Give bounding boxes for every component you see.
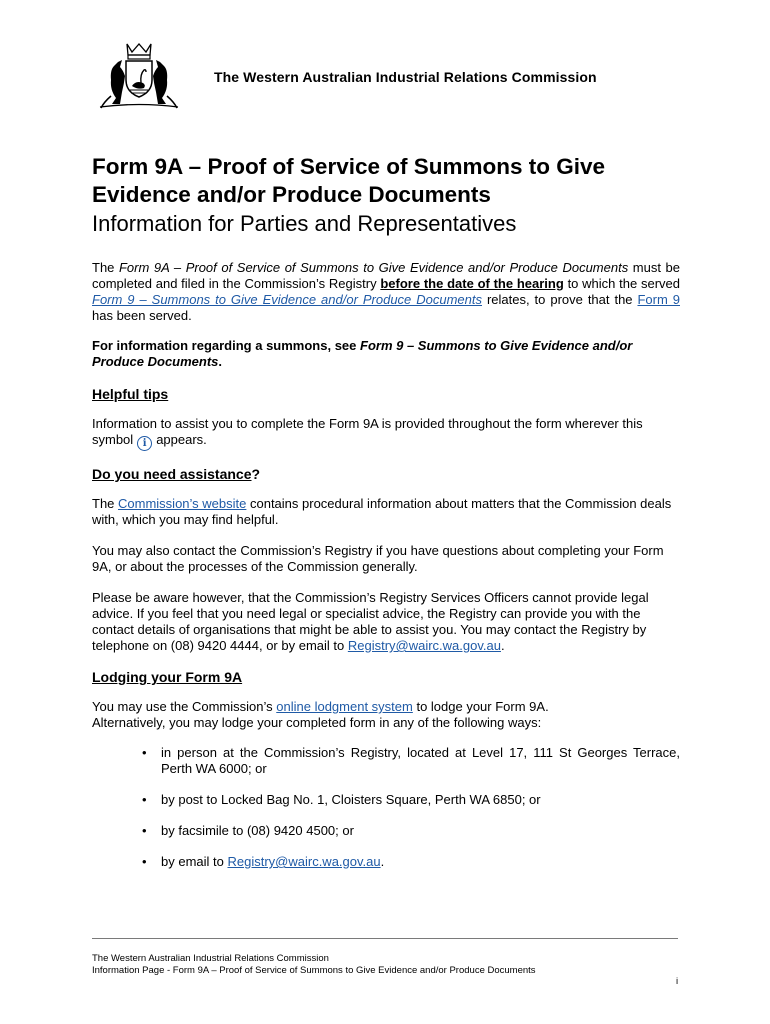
- assistance-paragraph-2: You may also contact the Commission’s Registry if you have questions about completing your Form 9A, or about the processes of the Commission generally.: [92, 543, 664, 574]
- list-item: [92, 823, 680, 839]
- registry-email-link[interactable]: Registry@wairc.wa.gov.au: [227, 854, 381, 869]
- lodging-paragraph: [92, 699, 680, 731]
- bullet: •: [142, 823, 147, 838]
- summons-note-form-reference: Form 9 – Summons to Give Evidence and/or Produce Documents: [92, 338, 633, 369]
- lodgment-methods-list: [92, 745, 680, 870]
- lodging-text: You may use the Commission’s: [92, 699, 277, 714]
- list-item-text: .: [380, 854, 385, 869]
- list-item-text: by email to: [161, 854, 228, 869]
- main-content: [92, 260, 680, 870]
- summons-note-text: .: [218, 354, 223, 369]
- info-icon: i: [137, 436, 152, 451]
- list-item-text: in person at the Commission’s Registry, located at Level 17, 111 St Georges Terrace, Perth WA 6000; or: [161, 745, 680, 776]
- bullet: •: [142, 745, 147, 760]
- list-item: [92, 792, 680, 808]
- organisation-header: The Western Australian Industrial Relations Commission: [214, 69, 597, 85]
- assistance-text: contains procedural information about matters that the Commission deals with, which you may find helpful.: [92, 496, 672, 527]
- lodging-heading: [92, 668, 680, 686]
- lodging-text: to lodge your Form 9A.: [412, 699, 549, 714]
- assistance-heading: [92, 465, 680, 483]
- page-title: Form 9A – Proof of Service of Summons to Give Evidence and/or Produce Documents: [92, 154, 606, 207]
- registry-email-link[interactable]: Registry@wairc.wa.gov.au: [347, 638, 501, 653]
- summons-note: [92, 338, 680, 370]
- assistance-text: The: [92, 496, 119, 511]
- helpful-tips-paragraph: [92, 416, 680, 451]
- intro-text: relates, to prove that the: [482, 292, 638, 307]
- footer-divider: [92, 938, 678, 939]
- footer-organisation: The Western Australian Industrial Relations Commission: [92, 953, 329, 964]
- page-subtitle: Information for Parties and Representatives: [92, 211, 517, 236]
- assistance-text: Please be aware however, that the Commission’s Registry Services Officers cannot provide legal advice. If you feel that you need legal or specialist advice, the Registry can provide you with the contact details of organisations that might be able to assist you. You may contact the Registry by telephone on (08) 9420 4444, or by email to: [92, 590, 649, 653]
- helpful-tips-text: Information to assist you to complete the Form 9A is provided throughout the form wherever this symbol: [92, 416, 643, 447]
- form-9a-reference: Form 9A – Proof of Service of Summons to Give Evidence and/or Produce Documents: [118, 260, 629, 275]
- assistance-paragraph-3: [92, 590, 680, 654]
- intro-text: must be completed and filed in the Commission’s Registry: [92, 260, 680, 291]
- bullet: •: [142, 854, 147, 869]
- bullet: •: [142, 792, 147, 807]
- intro-text: has been served.: [92, 308, 192, 323]
- list-item-text: by post to Locked Bag No. 1, Cloisters Square, Perth WA 6850; or: [161, 792, 541, 807]
- assistance-heading-suffix: ?: [251, 466, 261, 482]
- assistance-heading-text: Do you need assistance: [92, 466, 252, 482]
- assistance-text: .: [500, 638, 505, 653]
- form-9-link[interactable]: Form 9: [637, 292, 680, 307]
- intro-paragraph: [92, 260, 680, 324]
- helpful-tips-text: appears.: [156, 432, 207, 447]
- footer-document-title: Information Page - Form 9A – Proof of Service of Summons to Give Evidence and/or Produce Documents: [92, 965, 536, 976]
- helpful-tips-heading-text: Helpful tips: [92, 386, 169, 402]
- coat-of-arms-icon: [96, 40, 182, 112]
- intro-text: to which the served: [563, 276, 680, 291]
- page-number: i: [676, 976, 679, 987]
- summons-note-text: For information regarding a summons, see: [92, 338, 360, 353]
- intro-text: The: [92, 260, 119, 275]
- deadline-emphasis: before the date of the hearing: [380, 276, 564, 291]
- page-footer: [92, 953, 536, 977]
- list-item-text: by facsimile to (08) 9420 4500; or: [161, 823, 354, 838]
- commission-website-link[interactable]: Commission’s website: [118, 496, 247, 511]
- lodging-text: Alternatively, you may lodge your completed form in any of the following ways:: [92, 715, 542, 730]
- list-item: [92, 854, 680, 870]
- lodging-heading-text: Lodging your Form 9A: [92, 669, 243, 685]
- helpful-tips-heading: [92, 385, 680, 403]
- list-item: [92, 745, 680, 777]
- online-lodgment-link[interactable]: online lodgment system: [276, 699, 413, 714]
- form-9-full-link[interactable]: Form 9 – Summons to Give Evidence and/or Produce Documents: [92, 292, 482, 307]
- assistance-paragraph-1: [92, 496, 680, 528]
